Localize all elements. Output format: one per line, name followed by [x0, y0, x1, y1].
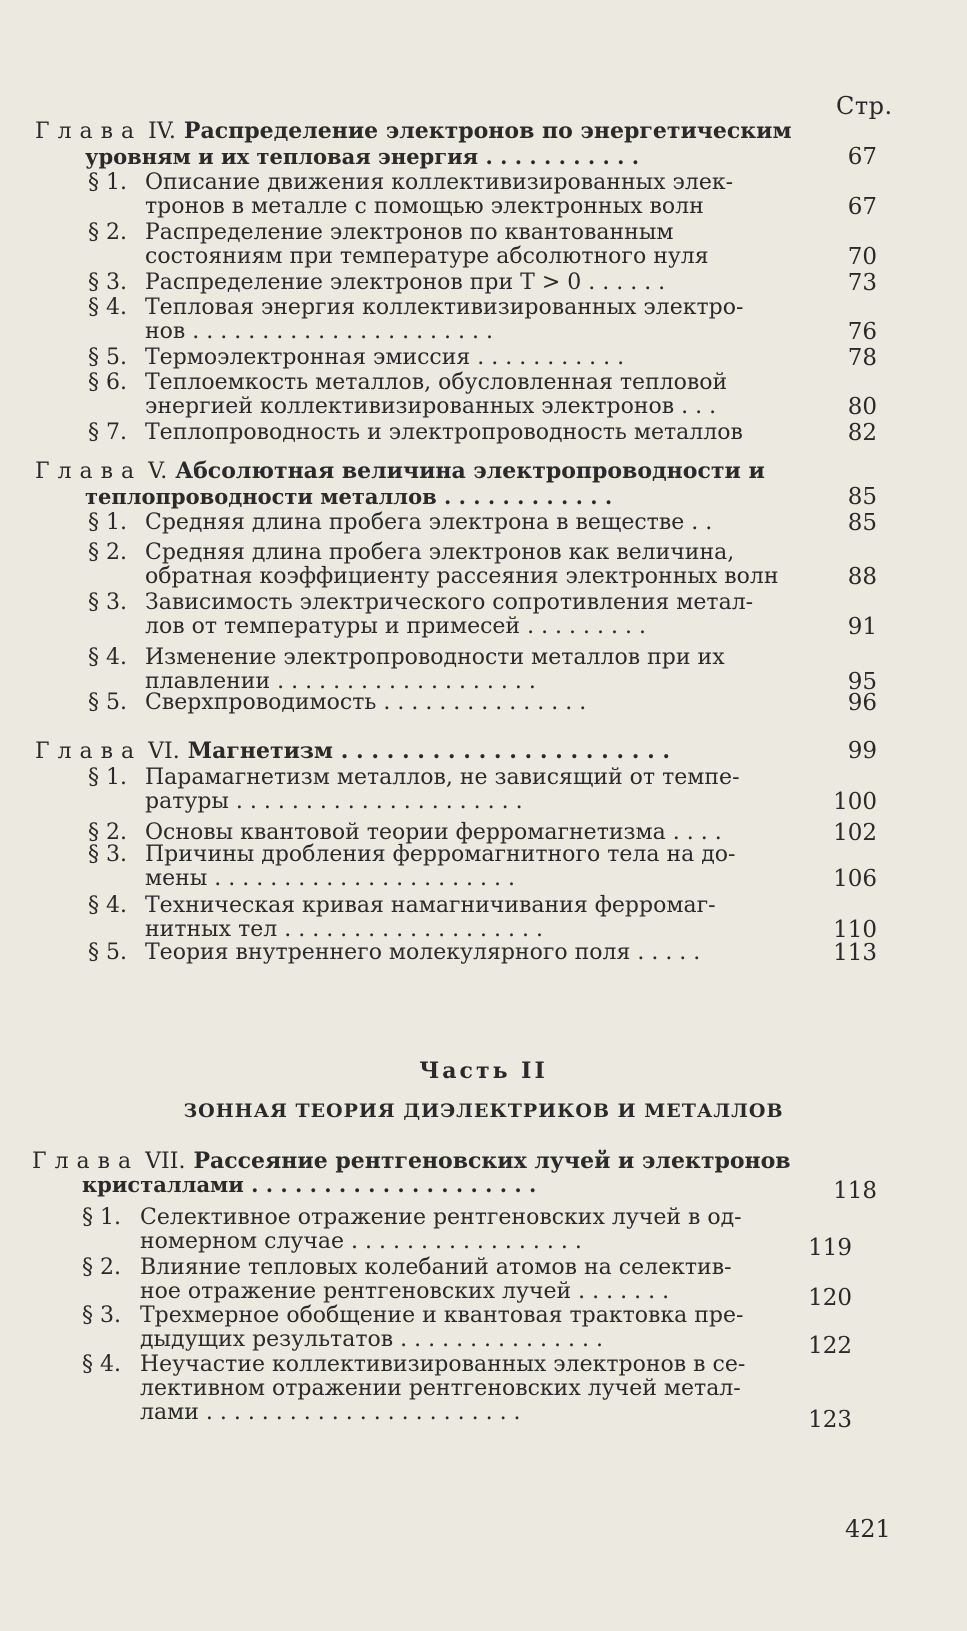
section-page: 123 [808, 1407, 852, 1433]
chapter-label [35, 118, 792, 145]
section-title-line1: Сверхпроводимость . . . . . . . . . . . . . . . [145, 690, 587, 715]
chapter-label [32, 1148, 791, 1175]
section-page: 122 [808, 1333, 852, 1359]
section-title-line2: лективном отражении рентгеновских лучей метал- [140, 1376, 741, 1401]
section-number: § 5. [88, 690, 127, 715]
section-title-line2: энергией коллективизированных электронов . . . [145, 394, 717, 419]
section-page: 110 [833, 917, 877, 943]
section-number: § 5. [88, 940, 127, 965]
section-page: 113 [833, 940, 877, 966]
section-title-line3: лами . . . . . . . . . . . . . . . . . . . . . . . [140, 1400, 521, 1425]
chapter-title-line1: Рассеяние рентгеновских лучей и электронов [193, 1148, 791, 1174]
section-page: 106 [833, 866, 877, 892]
section-title-line2: ное отражение рентгеновских лучей . . . . . . . [140, 1279, 670, 1304]
section-title-line1: Причины дробления ферромагнитного тела на до- [145, 842, 736, 867]
section-number: § 3. [88, 590, 127, 615]
section-number: § 7. [88, 420, 127, 445]
section-number: § 1. [88, 510, 127, 535]
section-page: 76 [847, 319, 877, 345]
section-title-line1: Неучастие коллективизированных электронов в се- [140, 1352, 746, 1377]
section-page: 119 [808, 1235, 852, 1261]
section-page: 120 [808, 1285, 852, 1311]
section-title-line1: Тепловая энергия коллективизированных электро- [145, 295, 744, 320]
section-page: 67 [847, 194, 877, 220]
section-page: 80 [847, 394, 877, 420]
section-number: § 2. [88, 220, 127, 245]
section-number: § 2. [88, 540, 127, 565]
section-page: 73 [847, 270, 877, 296]
section-title-line1: Основы квантовой теории ферромагнетизма . . . . [145, 820, 722, 845]
chapter-number: V. [148, 459, 168, 484]
section-title-line1: Селективное отражение рентгеновских лучей в од- [140, 1205, 742, 1230]
section-title-line1: Средняя длина пробега электрона в веществе . . [145, 510, 713, 535]
section-title-line1: Парамагнетизм металлов, не зависящий от темпе- [145, 765, 740, 790]
section-title-line1: Теория внутреннего молекулярного поля . . . . . [145, 940, 701, 965]
section-title-line2: плавлении . . . . . . . . . . . . . . . . . . . [145, 669, 536, 694]
section-number: § 3. [88, 270, 127, 295]
chapter-number: IV. [148, 119, 176, 144]
section-page: 102 [833, 820, 877, 846]
section-title-line2: ратуры . . . . . . . . . . . . . . . . . . . . . [145, 789, 523, 814]
chapter-label [35, 458, 765, 485]
section-title-line1: Распределение электронов по квантованным [145, 220, 674, 245]
chapter-title-line1: Абсолютная величина электропроводности и [175, 458, 765, 484]
section-title-line1: Теплопроводность и электропроводность металлов [145, 420, 743, 445]
section-number: § 4. [82, 1352, 121, 1377]
section-number: § 4. [88, 893, 127, 918]
chapter-word: Глава [35, 739, 143, 764]
section-page: 95 [847, 669, 877, 695]
section-number: § 5. [88, 345, 127, 370]
section-page: 70 [847, 244, 877, 270]
chapter-label [35, 738, 670, 765]
section-title-line1: Средняя длина пробега электронов как величина, [145, 540, 735, 565]
section-title-line2: тронов в металле с помощью электронных волн [145, 194, 704, 219]
section-title-line2: состояниям при температуре абсолютного нуля [145, 244, 709, 269]
section-title-line2: нов . . . . . . . . . . . . . . . . . . . . . . [145, 319, 493, 344]
part-title: ЗОННАЯ ТЕОРИЯ ДИЭЛЕКТРИКОВ И МЕТАЛЛОВ [183, 1100, 784, 1122]
section-number: § 3. [82, 1303, 121, 1328]
chapter-word: Глава [35, 459, 143, 484]
section-number: § 4. [88, 645, 127, 670]
chapter-title-line2: уровням и их тепловая энергия . . . . . . . . . . . [85, 144, 640, 169]
chapter-title-line2: кристаллами . . . . . . . . . . . . . . . . . . . . [82, 1172, 537, 1197]
section-title-line2: лов от температуры и примесей . . . . . . . . . [145, 614, 646, 639]
section-title-line2: дыдущих результатов . . . . . . . . . . . . . . . [140, 1327, 603, 1352]
part-label: Часть II [419, 1058, 548, 1084]
section-title-line1: Распределение электронов при T > 0 . . . . . . [145, 270, 666, 295]
page-column-label: Стр. [836, 92, 893, 120]
section-page: 88 [847, 564, 877, 590]
section-title-line1: Термоэлектронная эмиссия . . . . . . . . . . . [145, 345, 625, 370]
section-page: 91 [847, 614, 877, 640]
chapter-page: 118 [833, 1178, 877, 1204]
section-title-line2: обратная коэффициенту рассеяния электронных волн [145, 564, 779, 589]
section-number: § 2. [88, 820, 127, 845]
section-title-line2: нитных тел . . . . . . . . . . . . . . . . . . . [145, 917, 543, 942]
section-title-line1: Техническая кривая намагничивания ферромаг- [145, 893, 716, 918]
section-title-line1: Трехмерное обобщение и квантовая трактовка пре- [140, 1303, 744, 1328]
section-page: 78 [847, 345, 877, 371]
section-number: § 1. [88, 170, 127, 195]
section-title-line1: Влияние тепловых колебаний атомов на селектив- [140, 1255, 732, 1280]
section-title-line1: Изменение электропроводности металлов при их [145, 645, 725, 670]
chapter-number: VII. [145, 1149, 186, 1174]
chapter-number: VI. [148, 739, 180, 764]
chapter-title-line2: теплопроводности металлов . . . . . . . . . . . . [85, 484, 613, 509]
section-number: § 6. [88, 370, 127, 395]
section-number: § 4. [88, 295, 127, 320]
section-title-line1: Зависимость электрического сопротивления метал- [145, 590, 754, 615]
section-title-line2: номерном случае . . . . . . . . . . . . . . . . . [140, 1229, 582, 1254]
section-number: § 2. [82, 1255, 121, 1280]
chapter-word: Глава [35, 119, 143, 144]
chapter-page: 85 [847, 484, 877, 510]
section-page: 85 [847, 510, 877, 536]
section-number: § 1. [88, 765, 127, 790]
chapter-word: Глава [32, 1149, 140, 1174]
chapter-title-line1: Распределение электронов по энергетическим [183, 118, 792, 144]
section-page: 100 [833, 789, 877, 815]
section-number: § 1. [82, 1205, 121, 1230]
chapter-page: 67 [847, 144, 877, 170]
section-page: 82 [847, 420, 877, 446]
chapter-title-line1: Магнетизм . . . . . . . . . . . . . . . . . . . . . . [187, 738, 671, 764]
section-title-line1: Описание движения коллективизированных элек- [145, 170, 734, 195]
page-folio: 421 [845, 1515, 891, 1543]
chapter-page: 99 [847, 738, 877, 764]
section-title-line1: Теплоемкость металлов, обусловленная тепловой [145, 370, 728, 395]
section-page: 96 [847, 690, 877, 716]
section-title-line2: мены . . . . . . . . . . . . . . . . . . . . . . [145, 866, 516, 891]
section-number: § 3. [88, 842, 127, 867]
